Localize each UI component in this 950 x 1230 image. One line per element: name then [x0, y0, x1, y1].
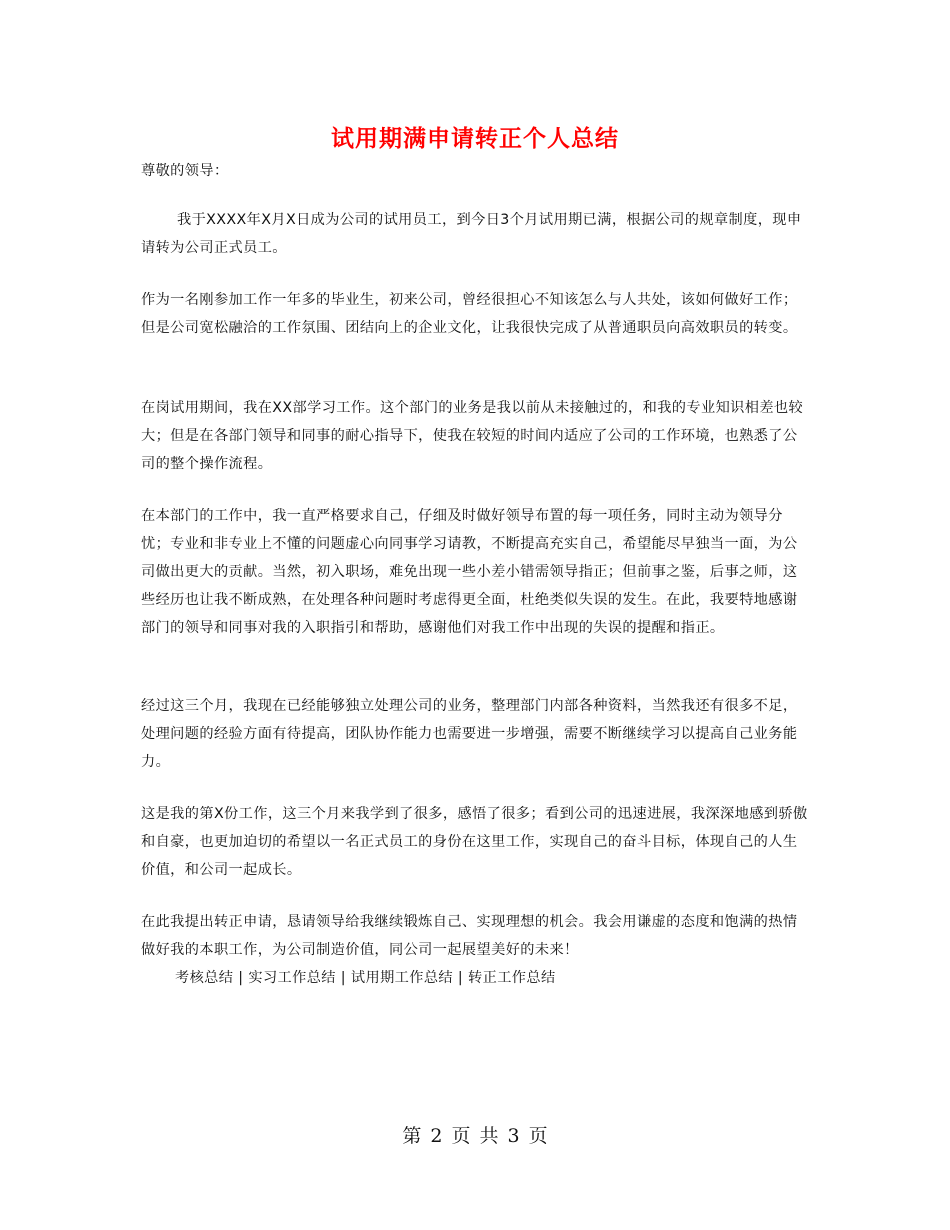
page-title: 试用期满申请转正个人总结 [331, 126, 619, 153]
paragraph-5: 经过这三个月，我现在已经能够独立处理公司的业务，整理部门内部各种资料，当然我还有很多不足，处理问题的经验方面有待提高，团队协作能力也需要进一步增强，需要不断继续学习以提高自己业务能力。 [141, 698, 798, 770]
tag-link-regularization-summary[interactable]: 转正工作总结 [468, 970, 556, 986]
tag-link-internship-summary[interactable]: 实习工作总结 [248, 970, 336, 986]
paragraph-7: 在此我提出转正申请，恳请领导给我继续锻炼自己、实现理想的机会。我会用谦虚的态度和饱满的热情做好我的本职工作，为公司制造价值，同公司一起展望美好的未来！ [141, 914, 798, 958]
related-tags [175, 964, 556, 992]
paragraph-4: 在本部门的工作中，我一直严格要求自己，仔细及时做好领导布置的每一项任务，同时主动为领导分忧；专业和非专业上不懂的问题虚心向同事学习请教，不断提高充实自己，希望能尽早独当一面，为公司做出更大的贡献。当然，初入职场，难免出现一些小差小错需领导指正；但前事之鉴，后事之师，这些经历也让我不断成熟，在处理各种问题时考虑得更全面，杜绝类似失误的发生。在此，我要特地感谢部门的领导和同事对我的入职指引和帮助，感谢他们对我工作中出现的失误的提醒和指正。 [141, 508, 798, 636]
paragraph-6: 这是我的第X份工作，这三个月来我学到了很多，感悟了很多；看到公司的迅速进展，我深深地感到骄傲和自豪，也更加迫切的希望以一名正式员工的身份在这里工作，实现自己的奋斗目标，体现自己的人生价值，和公司一起成长。 [141, 806, 808, 878]
paragraph-2: 作为一名刚参加工作一年多的毕业生，初来公司，曾经很担心不知该怎么与人共处，该如何做好工作；但是公司宽松融洽的工作氛围、团结向上的企业文化，让我很快完成了从普通职员向高效职员的转变。 [141, 292, 798, 336]
tag-separator: | [335, 970, 351, 986]
greeting: 尊敬的领导： [141, 163, 229, 179]
paragraph-3: 在岗试用期间，我在XX部学习工作。这个部门的业务是我以前从未接触过的，和我的专业知识相差也较大；但是在各部门领导和同事的耐心指导下，使我在较短的时间内适应了公司的工作环境，也熟悉了公司的整个操作流程。 [141, 400, 804, 472]
tag-separator: | [233, 970, 249, 986]
tag-link-assessment-summary[interactable]: 考核总结 [175, 970, 234, 986]
tag-link-probation-summary[interactable]: 试用期工作总结 [350, 970, 454, 986]
page-number-footer: 第 2 页 共 3 页 [402, 1125, 548, 1147]
paragraph-1: 我于XXXX年X月X日成为公司的试用员工，到今日3个月试用期已满，根据公司的规章制度，现申请转为公司正式员工。 [141, 212, 802, 256]
tag-separator: | [453, 970, 469, 986]
